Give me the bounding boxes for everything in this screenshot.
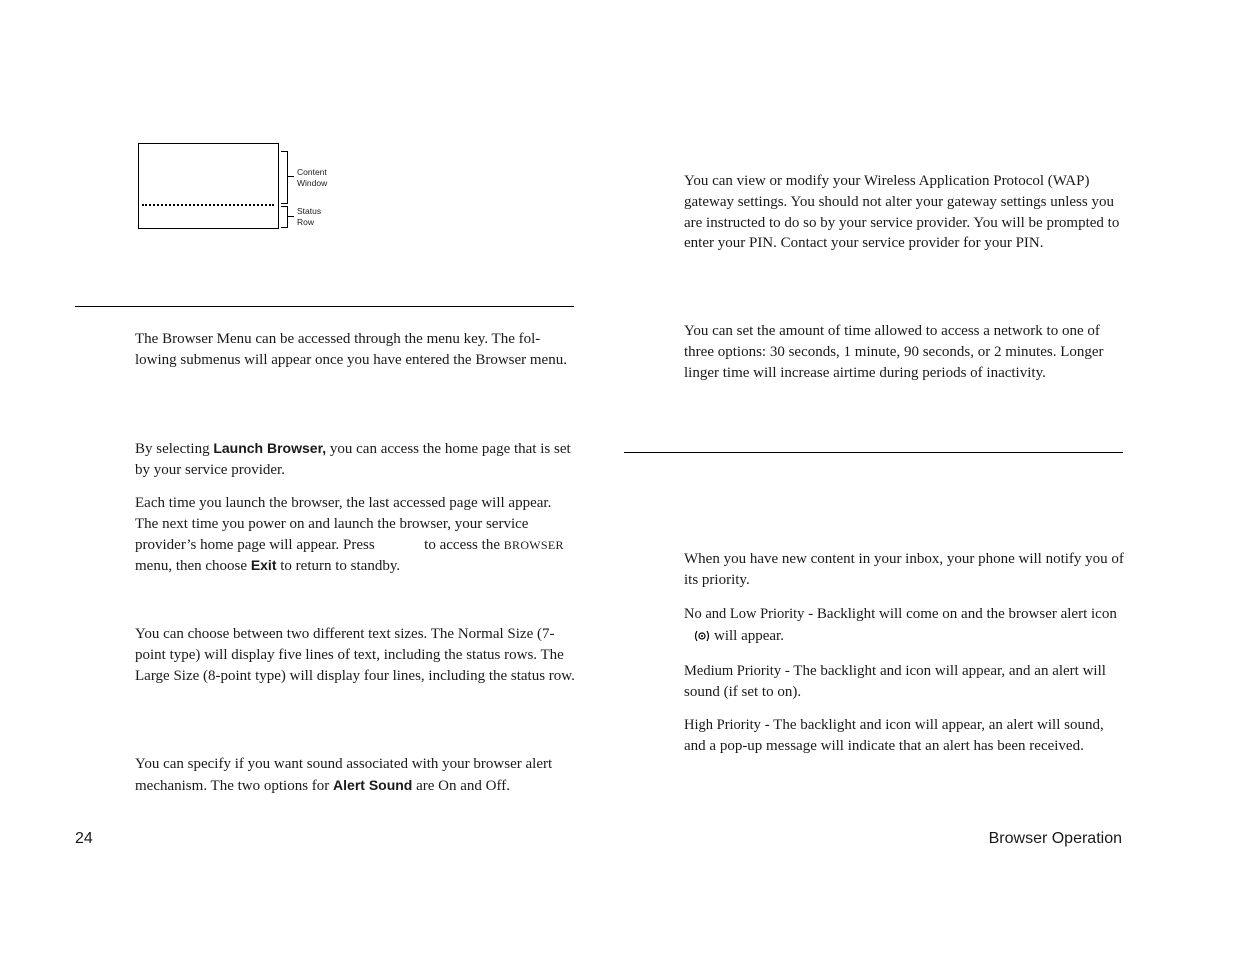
browser-menu-paragraph: The Browser Menu can be accessed through the menu key. The fol-lowing submenus will appear once you have entered the Browser menu. — [135, 331, 567, 368]
status-row-divider — [142, 204, 274, 206]
text-size-paragraph: You can choose between two different text sizes. The Normal Size (7-point type) will display five lines of text, including the status rows. The Large Size (8-point type) will display four lines, including the status row. — [135, 626, 575, 684]
page-number: 24 — [75, 830, 93, 847]
low-priority-paragraph: No and Low Priority - Backlight will come on and the browser alert iconwill appear. — [684, 606, 1117, 644]
status-row-label: Status Row — [297, 206, 322, 227]
high-priority-paragraph: High Priority - The backlight and icon will appear, an alert will sound, and a pop-up message will indicate that an alert has been received. — [684, 717, 1104, 754]
linger-time-paragraph: You can set the amount of time allowed to access a network to one of three options: 30 seconds, 1 minute, 90 seconds, or 2 minutes. Longer linger time will increase airtime during periods of inactivity. — [684, 323, 1104, 381]
section-rule-left — [75, 306, 574, 307]
content-window-label: Content Window — [297, 167, 328, 188]
browser-alert-icon — [694, 630, 710, 642]
wap-gateway-paragraph: You can view or modify your Wireless Application Protocol (WAP) gateway settings. You should not alter your gateway settings unless you are instructed to do so by your service provider. You will be prompted to enter your PIN. Contact your service provider for your PIN. — [684, 173, 1120, 252]
content-window-diagram — [138, 143, 279, 229]
launch-history-paragraph: Each time you launch the browser, the last accessed page will appear. The next time you power on and launch the browser, your service provider’s home page will appear. Press to access the BROWSER menu, then choose Exit to return to standby. — [135, 495, 564, 575]
content-window-bracket — [281, 151, 288, 204]
status-row-bracket — [281, 206, 288, 228]
alert-sound-paragraph: You can specify if you want sound associated with your browser alert mechanism. The two options for Alert Sound are On and Off. — [135, 756, 553, 794]
section-rule-right — [624, 452, 1123, 453]
launch-browser-paragraph: By selecting Launch Browser, you can access the home page that is set by your service provider. — [135, 440, 571, 478]
medium-priority-paragraph: Medium Priority - The backlight and icon will appear, and an alert will sound (if set to on). — [684, 663, 1106, 700]
section-footer: Browser Operation — [988, 830, 1122, 847]
alert-priority-intro: When you have new content in your inbox, your phone will notify you of its priority. — [684, 551, 1124, 588]
